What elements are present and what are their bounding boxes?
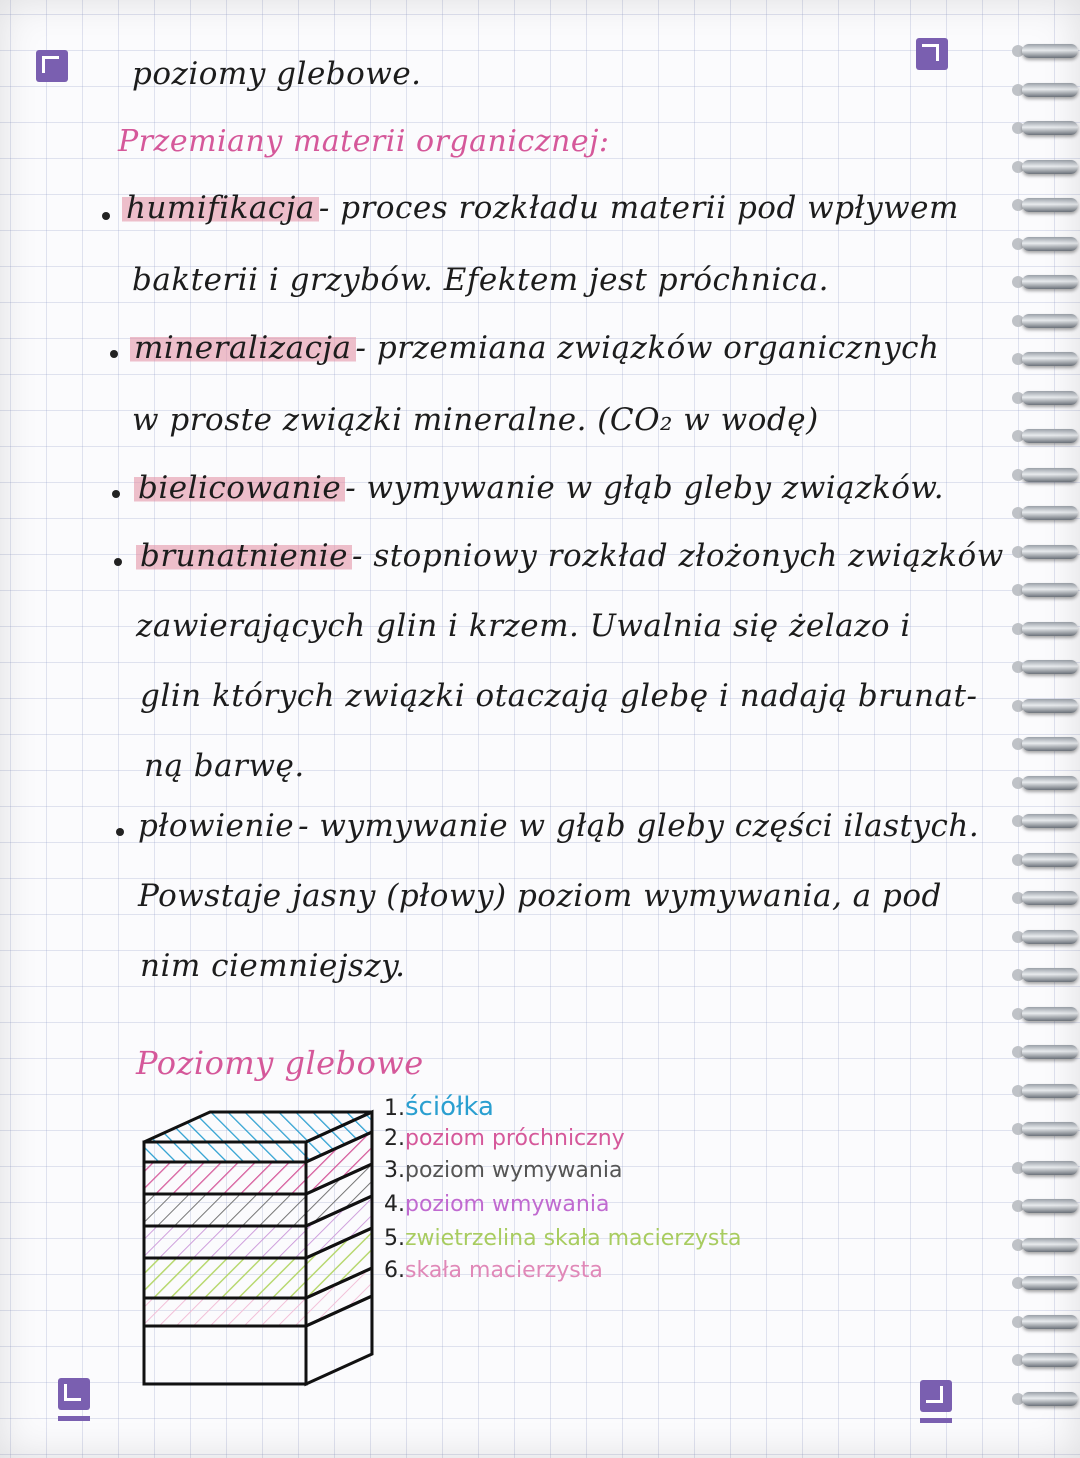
spiral-ring-icon [1022,1353,1078,1367]
item-humifikacja [122,190,959,226]
legend-label-4: poziom wmywania [405,1192,610,1217]
item-brunatnienie-line-3: glin których związki otaczają glebę i nadają brunat- [140,678,978,714]
spiral-ring-icon [1022,429,1078,443]
term-mineralizacja: mineralizacja [130,330,356,366]
spiral-ring-icon [1022,160,1078,174]
corner-marker-bottom-left-icon [58,1378,90,1410]
corner-marker-top-left-icon [36,50,68,82]
spiral-ring-icon [1022,1392,1078,1406]
corner-marker-bottom-right-icon [920,1380,952,1412]
spiral-ring-icon [1022,1084,1078,1098]
layer-4-front [144,1226,306,1258]
spiral-ring-icon [1022,737,1078,751]
term-plowienie: płowienie [138,808,295,844]
spiral-binding [1000,30,1080,1430]
spiral-ring-icon [1022,891,1078,905]
term-bielicowanie: bielicowanie [134,470,345,506]
corner-marker-top-right-icon [916,38,948,70]
intro-line: poziomy glebowe. [132,56,422,92]
diagram-title: Poziomy glebowe [136,1044,424,1082]
item-bielicowanie-definition: - wymywanie w głąb gleby związków. [345,470,945,506]
spiral-ring-icon [1022,391,1078,405]
spiral-ring-icon [1022,968,1078,982]
layer-6-front [144,1298,306,1326]
spiral-ring-icon [1022,275,1078,289]
bullet-icon [116,828,124,836]
spiral-ring-icon [1022,44,1078,58]
bullet-icon [102,212,110,220]
legend-number: 5. [384,1226,405,1251]
item-humifikacja-definition: - proces rozkładu materii pod wpływem [318,190,959,226]
legend-label-3: poziom wymywania [405,1158,623,1183]
legend-label-1: ściółka [405,1092,494,1122]
spiral-ring-icon [1022,121,1078,135]
item-brunatnienie-line-4: ną barwę. [144,748,305,784]
section-title: Przemiany materii organicznej: [118,124,610,159]
item-bielicowanie [134,470,944,506]
legend-label-6: skała macierzysta [405,1258,603,1283]
spiral-ring-icon [1022,776,1078,790]
term-humifikacja: humifikacja [122,190,319,226]
item-brunatnienie [136,538,1004,574]
legend-number: 2. [384,1126,405,1151]
spiral-ring-icon [1022,1007,1078,1021]
item-mineralizacja-line-2: w proste związki mineralne. (CO₂ w wodę) [132,402,819,438]
legend-item-5 [384,1226,741,1251]
layer-3-front [144,1194,306,1226]
legend-label-5: zwietrzelina skała macierzysta [405,1226,742,1251]
legend-item-6 [384,1258,603,1283]
legend-item-4 [384,1192,609,1217]
layer-5-front [144,1258,306,1298]
legend-number: 3. [384,1158,405,1183]
item-brunatnienie-definition: - stopniowy rozkład złożonych związków [351,538,1004,574]
legend-number: 4. [384,1192,405,1217]
bullet-icon [110,350,118,358]
spiral-ring-icon [1022,314,1078,328]
item-humifikacja-line-2: bakterii i grzybów. Efektem jest próchnica. [132,262,829,298]
bullet-icon [114,558,122,566]
corner-bar-bottom-right [920,1418,952,1423]
spiral-ring-icon [1022,1276,1078,1290]
spiral-ring-icon [1022,660,1078,674]
legend-item-2 [384,1126,625,1151]
layer-7-front [144,1326,306,1384]
spiral-ring-icon [1022,352,1078,366]
spiral-ring-icon [1022,506,1078,520]
bullet-icon [112,490,120,498]
spiral-ring-icon [1022,468,1078,482]
item-plowienie [138,808,979,844]
spiral-ring-icon [1022,1122,1078,1136]
spiral-ring-icon [1022,1161,1078,1175]
spiral-ring-icon [1022,699,1078,713]
spiral-ring-icon [1022,1199,1078,1213]
legend-item-3 [384,1158,622,1183]
item-plowienie-line-3: nim ciemniejszy. [140,948,406,984]
layer-1-front [144,1142,306,1162]
spiral-ring-icon [1022,545,1078,559]
spiral-ring-icon [1022,83,1078,97]
item-plowienie-line-2: Powstaje jasny (płowy) poziom wymywania, a pod [138,878,942,914]
spiral-ring-icon [1022,198,1078,212]
item-plowienie-definition: - wymywanie w głąb gleby części ilastych. [298,808,980,844]
legend-number: 6. [384,1258,405,1283]
term-brunatnienie: brunatnienie [136,538,352,574]
item-brunatnienie-line-2: zawierających glin i krzem. Uwalnia się żelazo i [136,608,911,644]
spiral-ring-icon [1022,1238,1078,1252]
soil-layers-diagram [130,1100,390,1400]
spiral-ring-icon [1022,237,1078,251]
spiral-ring-icon [1022,853,1078,867]
spiral-ring-icon [1022,622,1078,636]
spiral-ring-icon [1022,583,1078,597]
spiral-ring-icon [1022,1315,1078,1329]
layer-2-front [144,1162,306,1194]
legend-item-1 [384,1092,494,1122]
spiral-ring-icon [1022,814,1078,828]
corner-bar-bottom-left [58,1416,90,1421]
legend-label-2: poziom próchniczny [405,1126,625,1151]
spiral-ring-icon [1022,1045,1078,1059]
item-mineralizacja [130,330,939,366]
item-mineralizacja-definition: - przemiana związków organicznych [355,330,940,366]
legend-number: 1. [384,1096,405,1121]
spiral-ring-icon [1022,930,1078,944]
